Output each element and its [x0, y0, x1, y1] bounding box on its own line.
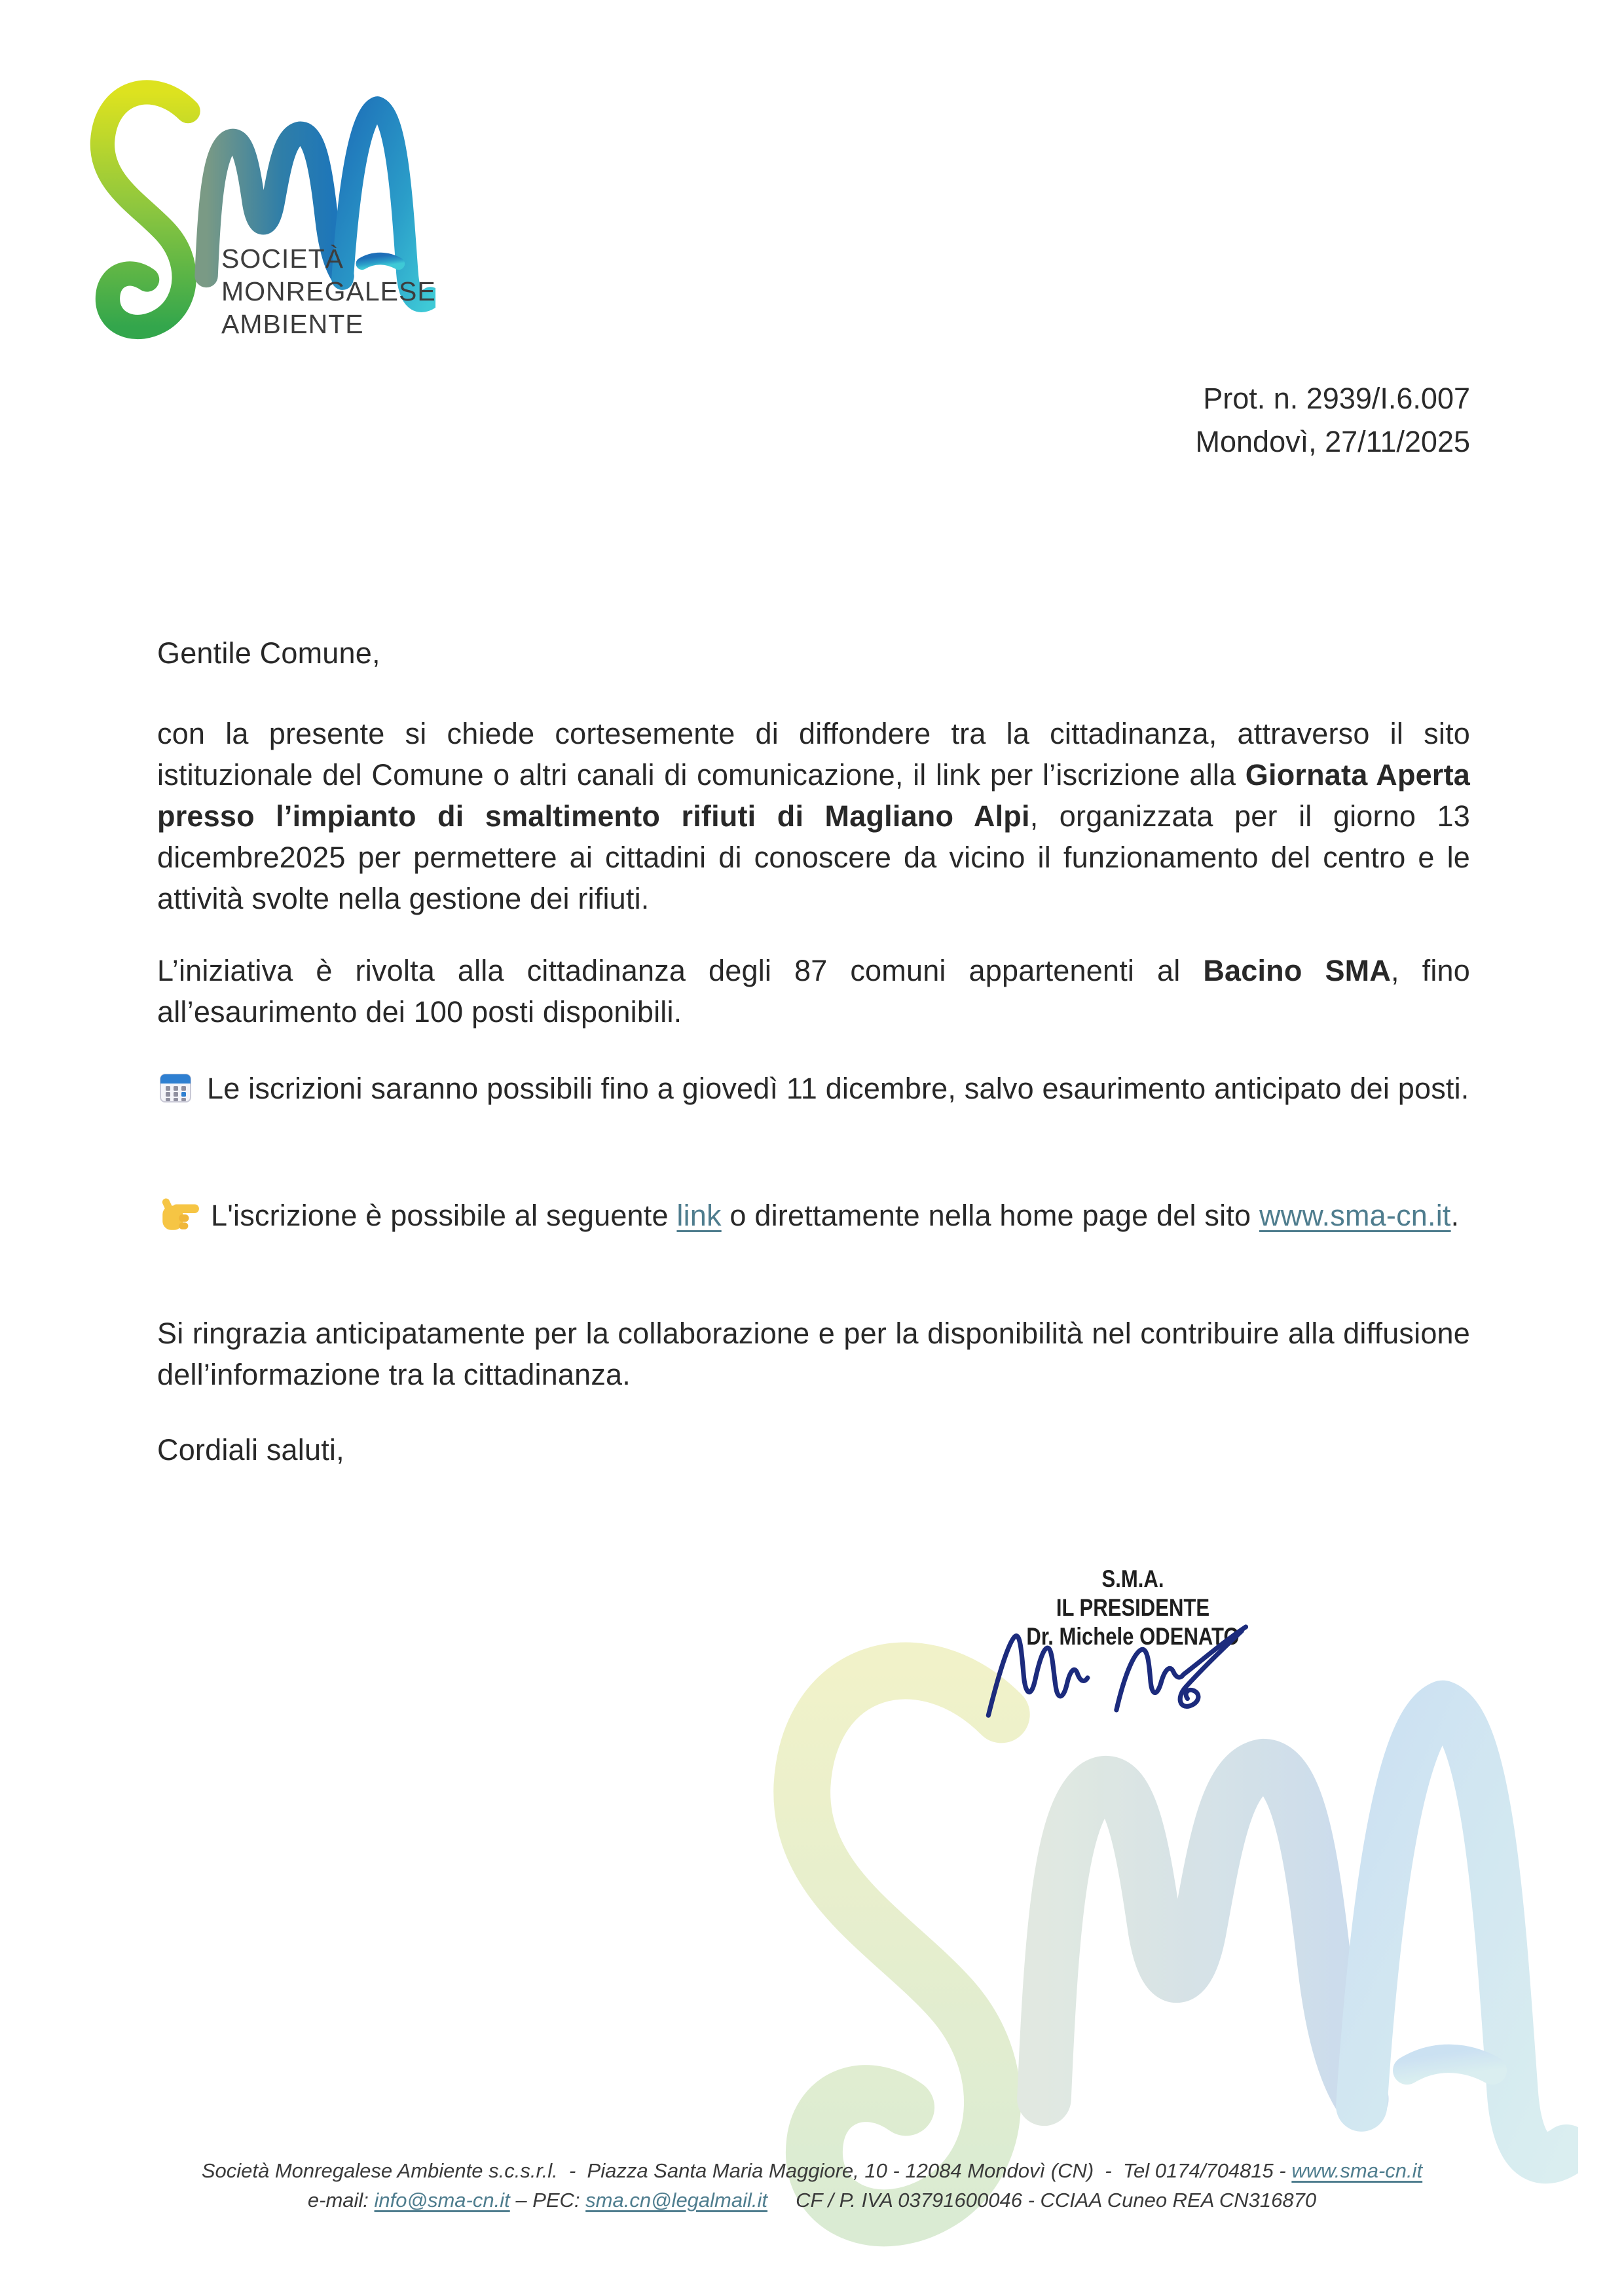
closing: Cordiali saluti, [157, 1433, 344, 1467]
signature-org: S.M.A. [1101, 1565, 1164, 1592]
protocol-block [1196, 377, 1470, 464]
p3-text: Le iscrizioni saranno possibili fino a giovedì 11 dicembre, salvo esaurimento anticipato dei posti. [207, 1072, 1469, 1105]
paragraph-4 [157, 1195, 1470, 1236]
footer-pec-label: – PEC: [509, 2189, 586, 2212]
footer-fiscal-text: CF / P. IVA 03791600046 - CCIAA Cuneo REA CN316870 [767, 2189, 1317, 2212]
signature-role: IL PRESIDENTE [1056, 1594, 1210, 1621]
logo-line-ambiente: AMBIENTE [221, 309, 364, 339]
signature-scribble [979, 1603, 1261, 1737]
sma-website-link[interactable]: www.sma-cn.it [1259, 1199, 1451, 1232]
paragraph-1 [157, 713, 1470, 919]
footer [0, 2156, 1624, 2215]
footer-line-2 [0, 2185, 1624, 2215]
footer-website-link[interactable]: www.sma-cn.it [1291, 2159, 1423, 2182]
pointing-right-finger-icon [157, 1196, 200, 1233]
protocol-number: Prot. n. 2939/I.6.007 [1203, 382, 1470, 415]
footer-email-label: e-mail: [307, 2189, 375, 2212]
signature-name: Dr. Michele ODENATO [1026, 1623, 1240, 1650]
paragraph-3 [157, 1068, 1470, 1109]
calendar-icon [157, 1069, 194, 1106]
footer-email-link[interactable]: info@sma-cn.it [374, 2189, 510, 2212]
p2-bold-bacino: Bacino SMA [1203, 954, 1392, 987]
paragraph-5: Si ringrazia anticipatamente per la collaborazione e per la disponibilità nel contribuire alla diffusione dell’informazione tra la cittadinanza. [157, 1317, 1470, 1391]
greeting: Gentile Comune, [157, 636, 380, 670]
p4-text-1: L'iscrizione è possibile al seguente [211, 1199, 677, 1232]
footer-pec-link[interactable]: sma.cn@legalmail.it [585, 2189, 768, 2212]
registration-link[interactable]: link [676, 1199, 722, 1232]
logo-wordmark [221, 242, 436, 340]
p2-text-2: , fino all’esaurimento dei 100 posti disponibili. [157, 954, 1470, 1029]
p1-bold-event-name: Giornata Aperta presso l’impianto di smaltimento rifiuti di Magliano Alpi [157, 758, 1470, 833]
logo-line-monregalese: MONREGALESE [221, 276, 436, 306]
p1-text-1: con la presente si chiede cortesemente di diffondere tra la cittadinanza, attraverso il sito istituzionale del Comune o altri canali di comunicazione, il link per l’iscrizione alla [157, 717, 1470, 792]
p2-text-1: L’iniziativa è rivolta alla cittadinanza degli 87 comuni appartenenti al [157, 954, 1204, 987]
p4-text-3: . [1450, 1199, 1460, 1232]
place-date: Mondovì, 27/11/2025 [1195, 425, 1470, 458]
paragraph-2 [157, 950, 1470, 1032]
p4-text-2: o direttamente nella home page del sito [721, 1199, 1259, 1232]
p1-text-2: , organizzata per il giorno 13 dicembre2025 per permettere ai cittadini di conoscere da vicino il funzionamento del centro e le attività svolte nella gestione dei rifiuti. [157, 799, 1470, 915]
footer-line-1 [0, 2156, 1624, 2185]
logo-line-societa: SOCIETÀ [221, 244, 344, 274]
footer-address-text: Società Monregalese Ambiente s.c.s.r.l. - Piazza Santa Maria Maggiore, 10 - 12084 Mondovì (CN) - Tel 0174/704815 - [201, 2159, 1292, 2182]
